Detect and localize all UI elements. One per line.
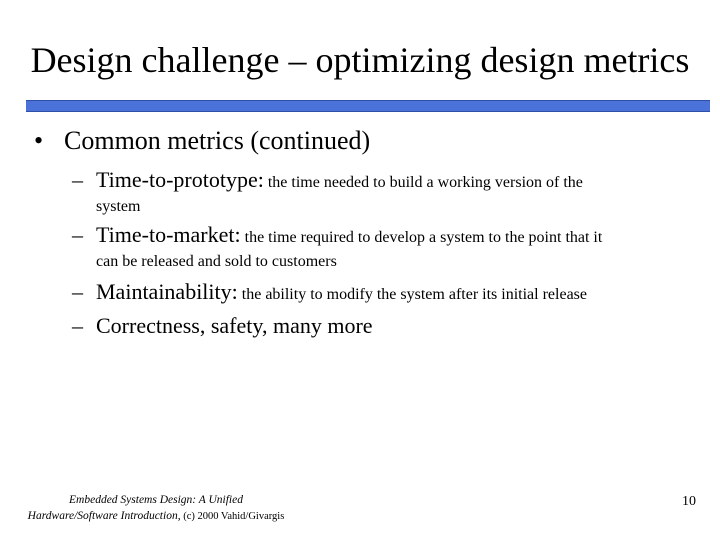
footer-book-subtitle: Hardware/Software Introduction, [27, 510, 181, 522]
page-number: 10 [682, 494, 696, 509]
slide-title: Design challenge – optimizing design metrics [30, 40, 690, 80]
bullet-text: Common metrics (continued) [64, 126, 371, 155]
desc-maintainability: the ability to modify the system after its initial release [237, 286, 588, 303]
footer-line-1: Embedded Systems Design: A Unified [69, 494, 243, 506]
footer-line-2 [6, 508, 306, 525]
dash-icon: – [72, 167, 83, 192]
footer-citation [6, 492, 306, 525]
term-time-to-prototype: Time-to-prototype: [96, 167, 264, 192]
title-divider-bar [26, 100, 710, 112]
footer-copyright: (c) 2000 Vahid/Givargis [180, 511, 285, 522]
desc-continuation: can be released and sold to customers [96, 253, 337, 270]
bullet-common-metrics [34, 124, 370, 158]
dash-icon: – [72, 222, 83, 247]
desc-continuation: system [96, 198, 141, 215]
term-maintainability: Maintainability: [96, 279, 238, 304]
desc-time-to-prototype: the time needed to build a working version of the [263, 174, 583, 191]
term-correctness: Correctness, safety, many more [96, 313, 373, 338]
dash-icon: – [72, 313, 83, 338]
term-time-to-market: Time-to-market: [96, 222, 241, 247]
desc-time-to-market: the time required to develop a system to the point that it [240, 229, 603, 246]
bullet-dot-icon: • [34, 126, 44, 155]
dash-icon: – [72, 279, 83, 304]
